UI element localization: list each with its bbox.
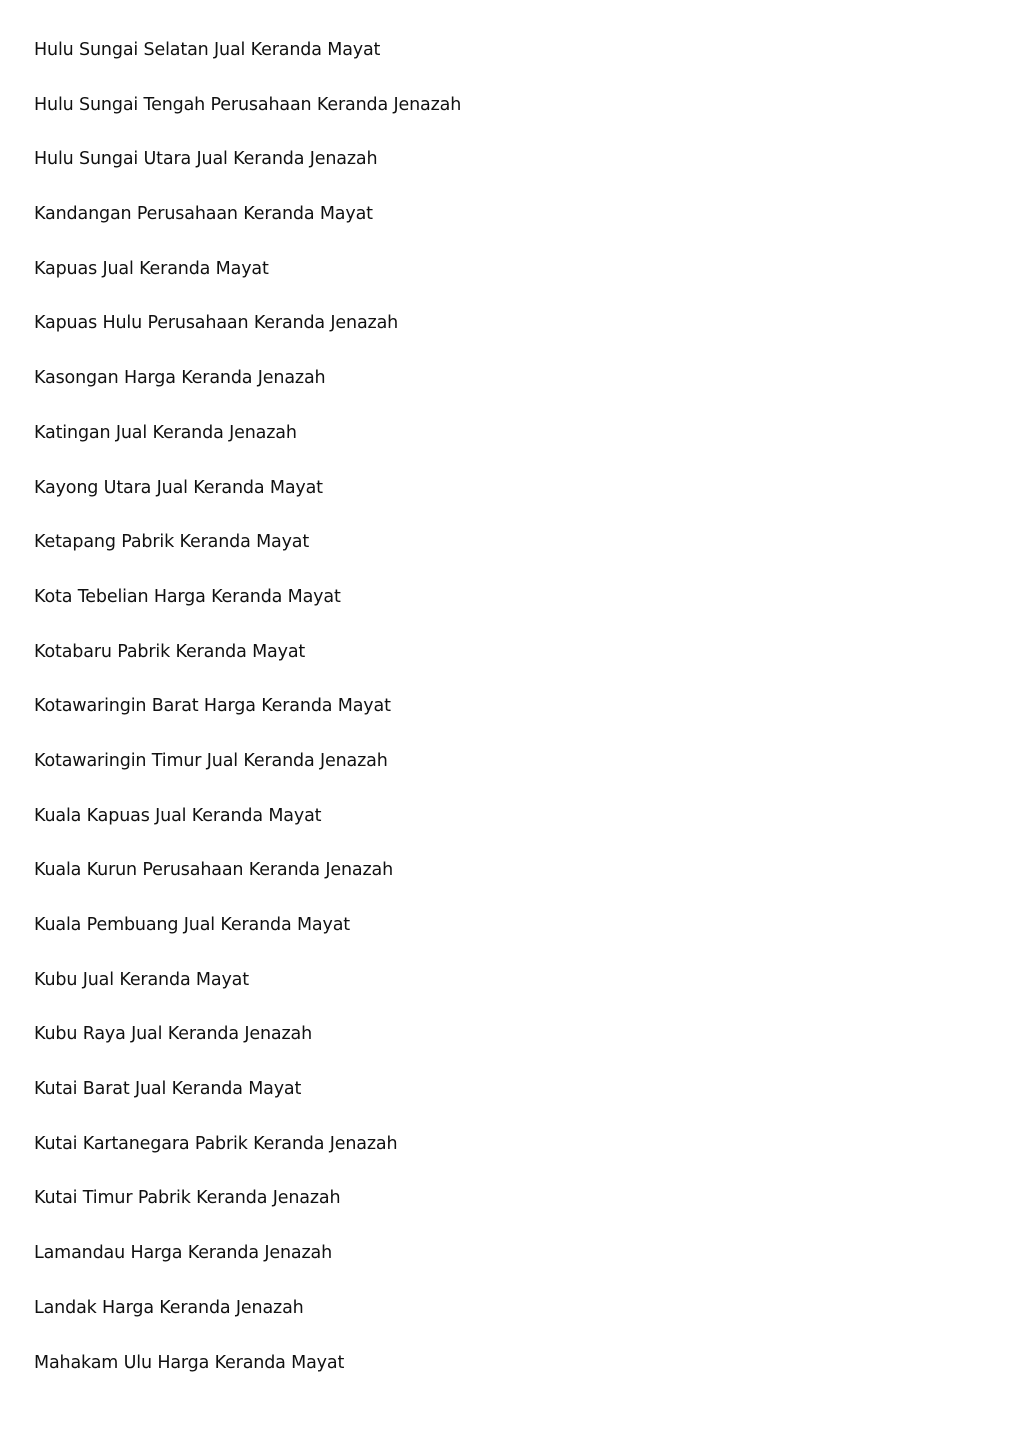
list-item: Mahakam Ulu Harga Keranda Mayat <box>34 1352 345 1373</box>
list-item: Kutai Timur Pabrik Keranda Jenazah <box>34 1188 341 1209</box>
list-item: Kutai Barat Jual Keranda Mayat <box>34 1079 302 1100</box>
list-item: Hulu Sungai Selatan Jual Keranda Mayat <box>34 40 381 60</box>
list-item: Ketapang Pabrik Keranda Mayat <box>34 532 310 553</box>
list-item: Kapuas Hulu Perusahaan Keranda Jenazah <box>34 313 399 334</box>
list-item: Hulu Sungai Tengah Perusahaan Keranda Jenazah <box>34 94 462 115</box>
list-item: Kasongan Harga Keranda Jenazah <box>34 368 326 389</box>
list-item: Kubu Raya Jual Keranda Jenazah <box>34 1024 313 1045</box>
list-item: Kutai Kartanegara Pabrik Keranda Jenazah <box>34 1133 398 1154</box>
list-item: Kotawaringin Barat Harga Keranda Mayat <box>34 696 391 717</box>
list-item: Kapuas Jual Keranda Mayat <box>34 258 269 279</box>
list-item: Kota Tebelian Harga Keranda Mayat <box>34 586 341 607</box>
list-item: Kandangan Perusahaan Keranda Mayat <box>34 204 373 225</box>
list-item: Katingan Jual Keranda Jenazah <box>34 422 297 443</box>
list-item: Kuala Kapuas Jual Keranda Mayat <box>34 805 322 826</box>
list-item: Kotawaringin Timur Jual Keranda Jenazah <box>34 750 388 771</box>
list-item: Kayong Utara Jual Keranda Mayat <box>34 477 323 498</box>
list-item: Kuala Kurun Perusahaan Keranda Jenazah <box>34 860 394 881</box>
keyword-list <box>34 37 461 1404</box>
list-item: Kuala Pembuang Jual Keranda Mayat <box>34 915 350 935</box>
list-item: Landak Harga Keranda Jenazah <box>34 1297 304 1318</box>
list-item: Hulu Sungai Utara Jual Keranda Jenazah <box>34 149 378 170</box>
list-item: Kotabaru Pabrik Keranda Mayat <box>34 641 306 662</box>
list-item: Lamandau Harga Keranda Jenazah <box>34 1243 333 1264</box>
list-item: Kubu Jual Keranda Mayat <box>34 969 249 990</box>
